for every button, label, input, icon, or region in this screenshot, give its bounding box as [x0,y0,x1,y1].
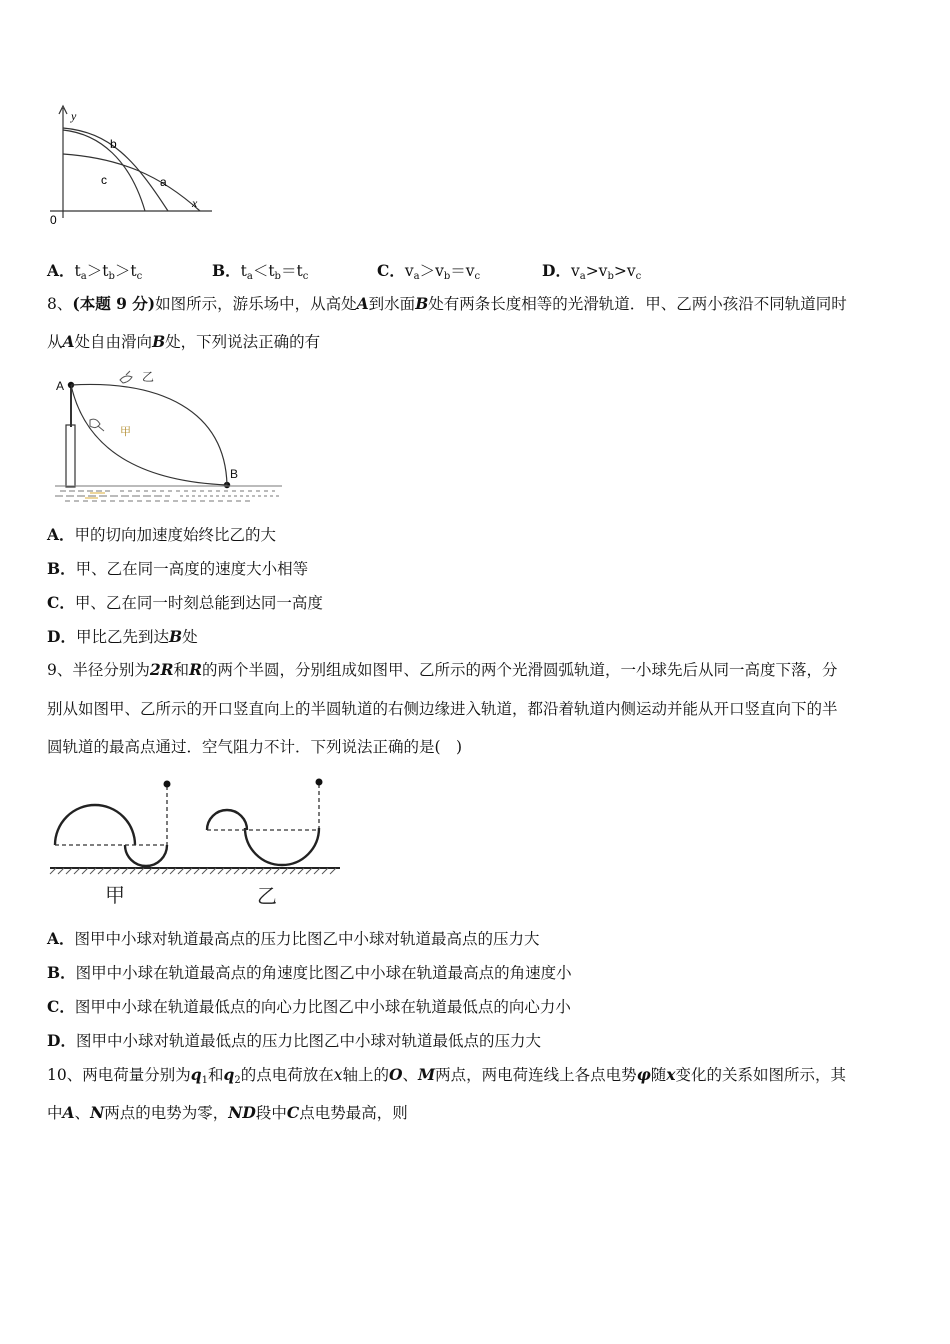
q9-option-d[interactable]: D．图甲中小球对轨道最低点的压力比图乙中小球对轨道最低点的压力大 [47,1031,541,1050]
q7-option-b[interactable]: B．$t_a<t_b=t_c$ [212,261,309,282]
q8-stem-line2: 从A处自由滑向B处，下列说法正确的有 [47,332,321,351]
q10-stem-line1: 10、两电荷量分别为$q_1$和$q_2$的点电荷放在x轴上的O、M两点，两电荷连线上各点电势φ随x变化的关系如图所示，其 [47,1065,846,1086]
q9-option-b[interactable]: B．图甲中小球在轨道最高点的角速度比图乙中小球在轨道最高点的角速度小 [47,963,572,982]
q8-option-c[interactable]: C．甲、乙在同一时刻总能到达同一高度 [47,593,323,612]
q7-option-a[interactable]: A．$t_a>t_b>t_c$ [47,261,143,282]
curve-b-label: b [110,137,117,151]
yi-large-semicircle [245,828,319,865]
origin-label: 0 [50,213,57,227]
q9-stem-line3: 圆轨道的最高点通过．空气阻力不计．下列说法正确的是( ) [47,738,463,756]
label-jia: 甲 [120,425,131,438]
jia-large-semicircle [55,805,135,845]
q8-stem-line1: 8、(本题 9 分)如图所示，游乐场中，从高处A到水面B处有两条长度相等的光滑轨道．甲、乙两小孩沿不同轨道同时 [47,294,847,313]
q8-slide-figure [50,365,286,505]
jia-ball [164,781,171,788]
label-b: B [230,467,239,481]
q9-track-figure [45,770,345,915]
curve-c-label: c [101,173,107,187]
curve-c [63,130,145,211]
x-label: x [192,196,198,210]
jia-small-semicircle [125,845,167,866]
q10-stem-line2: 中A、N两点的电势为零，ND段中C点电势最高，则 [47,1103,408,1122]
yi-label: 乙 [257,884,277,908]
q7-graph-figure [40,100,225,235]
q8-option-d[interactable]: D．甲比乙先到达B处 [47,627,198,646]
q8-option-b[interactable]: B．甲、乙在同一高度的速度大小相等 [47,559,309,578]
q9-option-c[interactable]: C．图甲中小球在轨道最低点的向心力比图乙中小球在轨道最低点的向心力小 [47,997,571,1016]
jia-label: 甲 [105,883,125,907]
y-label: y [71,109,77,123]
yi-ball [316,779,323,786]
label-a: A [56,379,65,393]
q7-option-d[interactable]: D．$v_a>v_b>v_c$ [542,261,642,282]
q8-option-a[interactable]: A．甲的切向加速度始终比乙的大 [47,525,277,544]
yi-small-semicircle [207,810,247,830]
tower [66,425,75,487]
q9-stem-line2: 别从如图甲、乙所示的开口竖直向上的半圆轨道的右侧边缘进入轨道，都沿着轨道内侧运动并能从开口竖直向下的半 [47,700,838,718]
curve-a-label: a [160,175,167,189]
q7-option-c[interactable]: C．$v_a>v_b=v_c$ [377,261,481,282]
label-yi: 乙 [142,370,155,384]
q9-stem-line1: 9、半径分别为2R和R的两个半圆，分别组成如图甲、乙所示的两个光滑圆弧轨道，一小球先后从同一高度下落，分 [47,660,838,679]
q9-option-a[interactable]: A．图甲中小球对轨道最高点的压力比图乙中小球对轨道最高点的压力大 [47,929,540,948]
